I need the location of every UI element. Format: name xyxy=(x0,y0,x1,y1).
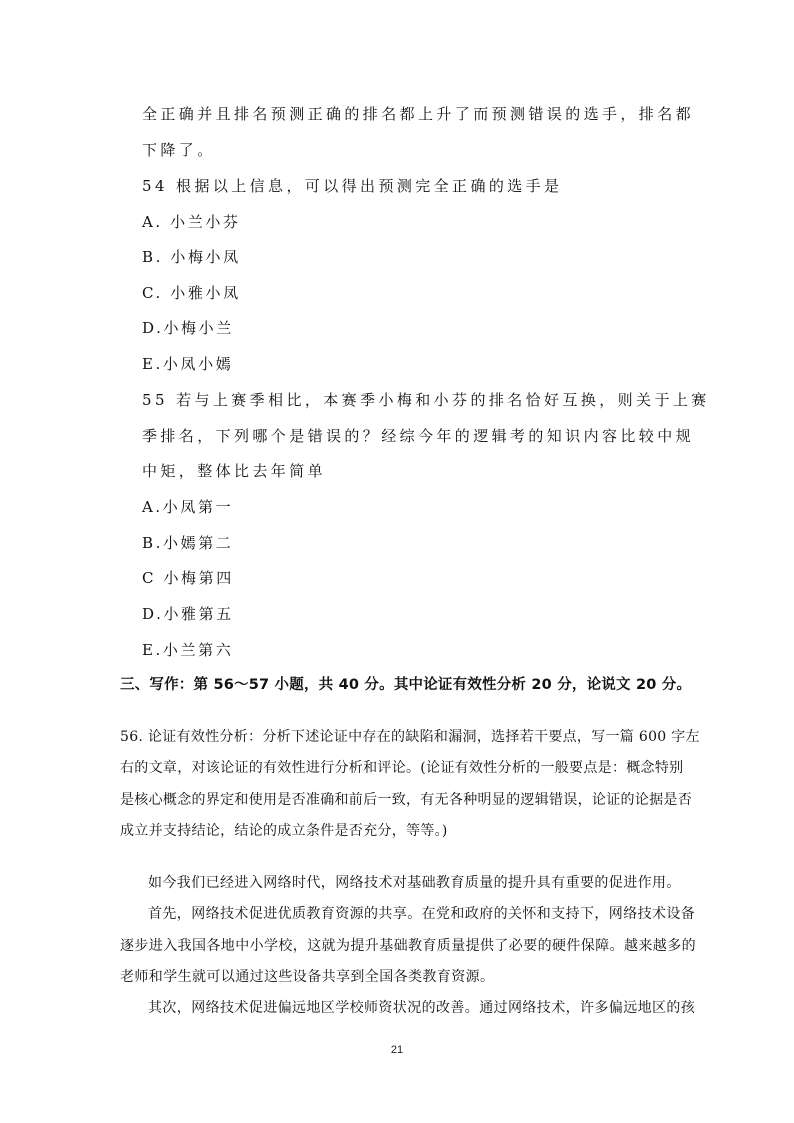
question-55-stem-line-3: 中矩，整体比去年简单 xyxy=(142,462,327,480)
continuation-line-1: 全正确并且排名预测正确的排名都上升了而预测错误的选手，排名都 xyxy=(142,105,695,123)
section-heading-writing: 三、写作：第 56～57 小题，共 40 分。其中论证有效性分析 20 分，论说文 20 分。 xyxy=(120,677,692,693)
question-56-line-4: 成立并支持结论，结论的成立条件是否充分，等等。) xyxy=(120,823,448,839)
essay-line-2: 首先，网络技术促进优质教育资源的共享。在党和政府的关怀和支持下，网络技术设备 xyxy=(148,906,696,922)
essay-line-5: 其次，网络技术促进偏远地区学校师资状况的改善。通过网络技术，许多偏远地区的孩 xyxy=(148,1000,696,1016)
question-55-option-d: D.小雅第五 xyxy=(142,605,234,623)
question-54-option-c: C. 小雅小凤 xyxy=(142,284,241,302)
question-55-option-c: C 小梅第四 xyxy=(142,569,234,587)
question-54-option-d: D.小梅小兰 xyxy=(142,319,234,337)
question-55-option-b: B.小嫣第二 xyxy=(142,534,234,552)
continuation-line-2: 下降了。 xyxy=(142,141,216,159)
question-55-option-a: A.小凤第一 xyxy=(142,498,234,516)
page-number: 21 xyxy=(390,1044,404,1056)
question-55-stem-line-2: 季排名，下列哪个是错误的？经综今年的逻辑考的知识内容比较中规 xyxy=(142,427,695,445)
essay-line-3: 逐步进入我国各地中小学校，这就为提升基础教育质量提供了必要的硬件保障。越来越多的 xyxy=(120,938,696,954)
question-54-option-e: E.小凤小嫣 xyxy=(142,355,234,373)
question-55-option-e: E.小兰第六 xyxy=(142,641,234,659)
question-54-option-b: B. 小梅小凤 xyxy=(142,248,241,266)
question-56-line-1: 56. 论证有效性分析：分析下述论证中存在的缺陷和漏洞，选择若干要点，写一篇 600 字左 xyxy=(120,729,700,745)
question-56-line-2: 右的文章，对该论证的有效性进行分析和评论。(论证有效性分析的一般要点是：概念特别 xyxy=(120,760,684,776)
essay-line-4: 老师和学生就可以通过这些设备共享到全国各类教育资源。 xyxy=(120,969,495,985)
question-54-stem: 54 根据以上信息，可以得出预测完全正确的选手是 xyxy=(142,177,563,195)
question-56-line-3: 是核心概念的界定和使用是否准确和前后一致，有无各种明显的逻辑错误，论证的论据是否 xyxy=(120,792,692,808)
essay-line-1: 如今我们已经进入网络时代，网络技术对基础教育质量的提升具有重要的促进作用。 xyxy=(148,875,681,891)
question-55-stem-line-1: 55 若与上赛季相比，本赛季小梅和小芬的排名恰好互换，则关于上赛 xyxy=(142,391,710,409)
question-54-option-a: A. 小兰小芬 xyxy=(142,213,241,231)
